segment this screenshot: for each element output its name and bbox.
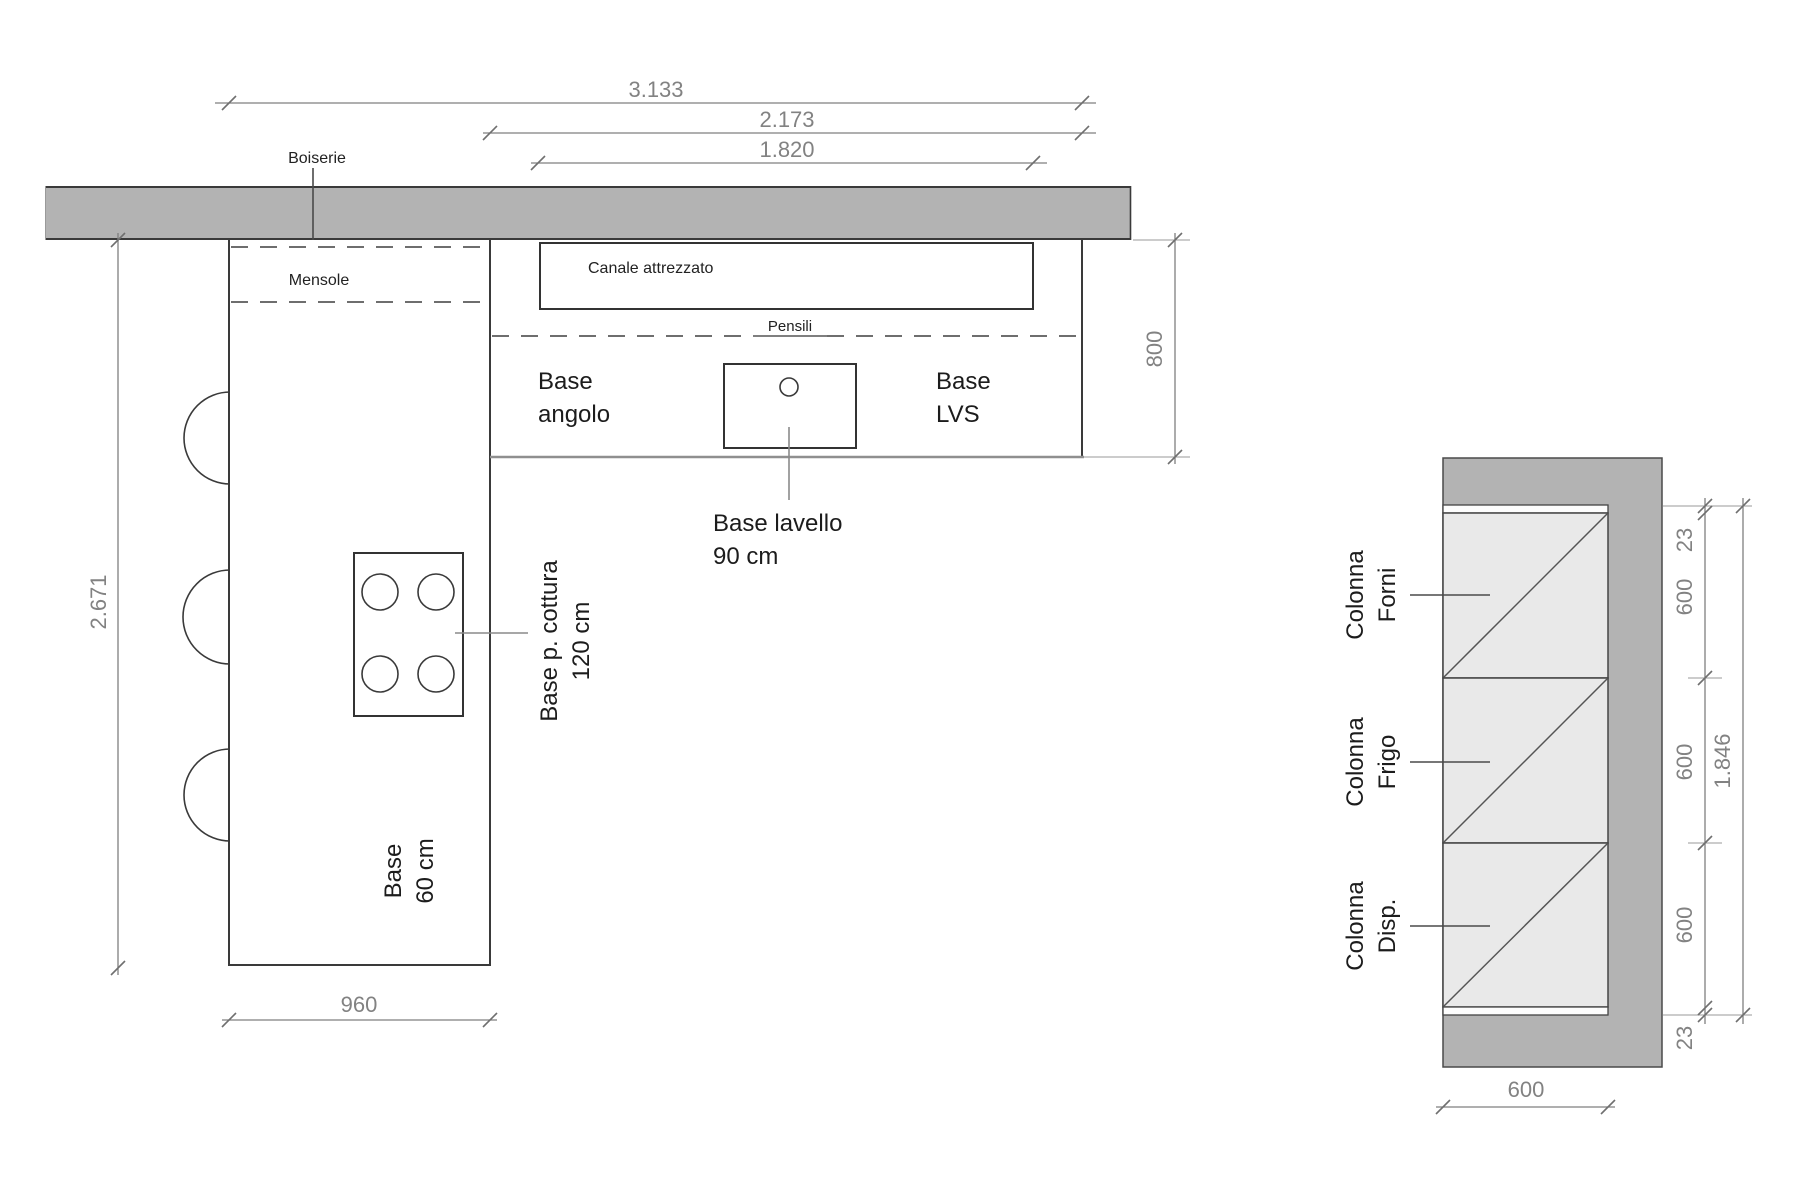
column-oven-label-line2: Forni [1374, 567, 1401, 623]
column-oven-label-line1: Colonna [1342, 550, 1369, 640]
column-top-panel [1443, 505, 1608, 513]
wall-units-label: Pensili [767, 318, 813, 335]
dim-counter-run [483, 107, 1096, 140]
corner-base-label-line2: angolo [538, 401, 611, 428]
wall-fill [45, 186, 1131, 240]
column-pantry-label-line2: Disp. [1374, 898, 1401, 954]
dim-counter-depth [1084, 233, 1190, 464]
sink-base-label-line2: 90 cm [713, 543, 779, 570]
dim-value: 3.133 [628, 77, 684, 102]
dim-value-pantry: 600 [1672, 906, 1697, 944]
boiserie-label: Boiserie [288, 150, 346, 167]
dim-value-fridge: 600 [1672, 743, 1697, 781]
column-pantry-label [1342, 881, 1401, 971]
dim-value: 600 [1507, 1077, 1545, 1102]
stool-arc [184, 392, 230, 484]
dim-channel-width [531, 137, 1047, 170]
column-fridge-label-line2: Frigo [1374, 734, 1401, 790]
stool-arc [183, 570, 230, 664]
island-base-label-line2: 60 cm [412, 838, 439, 904]
column-pantry-label-line1: Colonna [1342, 881, 1369, 971]
sink [724, 364, 856, 448]
dim-value: 1.820 [759, 137, 815, 162]
dim-value: 2.173 [759, 107, 815, 132]
dim-island-width [222, 992, 497, 1027]
elevation-dims [1663, 498, 1752, 1050]
dim-total-width [215, 77, 1096, 110]
dim-value: 960 [340, 992, 378, 1017]
hob-base-label [536, 560, 595, 722]
column-fridge-label [1342, 717, 1401, 807]
dim-value-total-height: 1.846 [1710, 733, 1735, 789]
dim-value-top-panel: 23 [1672, 527, 1697, 553]
lvs-base-label-line2: LVS [936, 401, 980, 428]
dim-value-bottom-panel: 23 [1672, 1025, 1697, 1051]
column-fridge-label-line1: Colonna [1342, 717, 1369, 807]
hob-base-label-line2: 120 cm [568, 601, 595, 681]
shelves-label: Mensole [288, 272, 350, 289]
column-bottom-panel [1443, 1007, 1608, 1015]
sink-base-label-line1: Base lavello [713, 510, 843, 537]
corner-base-label-line1: Base [538, 368, 593, 395]
dim-left-height [86, 233, 125, 975]
dim-column-width [1436, 1077, 1615, 1114]
column-oven-label [1342, 550, 1401, 640]
hob-base-label-line1: Base p. cottura [536, 560, 563, 722]
island-unit [183, 240, 595, 965]
equipped-channel-label: Canale attrezzato [588, 260, 714, 277]
dim-value: 2.671 [86, 574, 111, 630]
dim-value: 800 [1142, 330, 1167, 368]
plan-wall [45, 186, 1131, 240]
stool-arc [184, 749, 230, 841]
counter-run [490, 240, 1084, 570]
dim-value-oven: 600 [1672, 578, 1697, 616]
island-base-label [380, 838, 439, 903]
island-base-label-line1: Base [380, 843, 407, 899]
lvs-base-label-line1: Base [936, 368, 991, 395]
